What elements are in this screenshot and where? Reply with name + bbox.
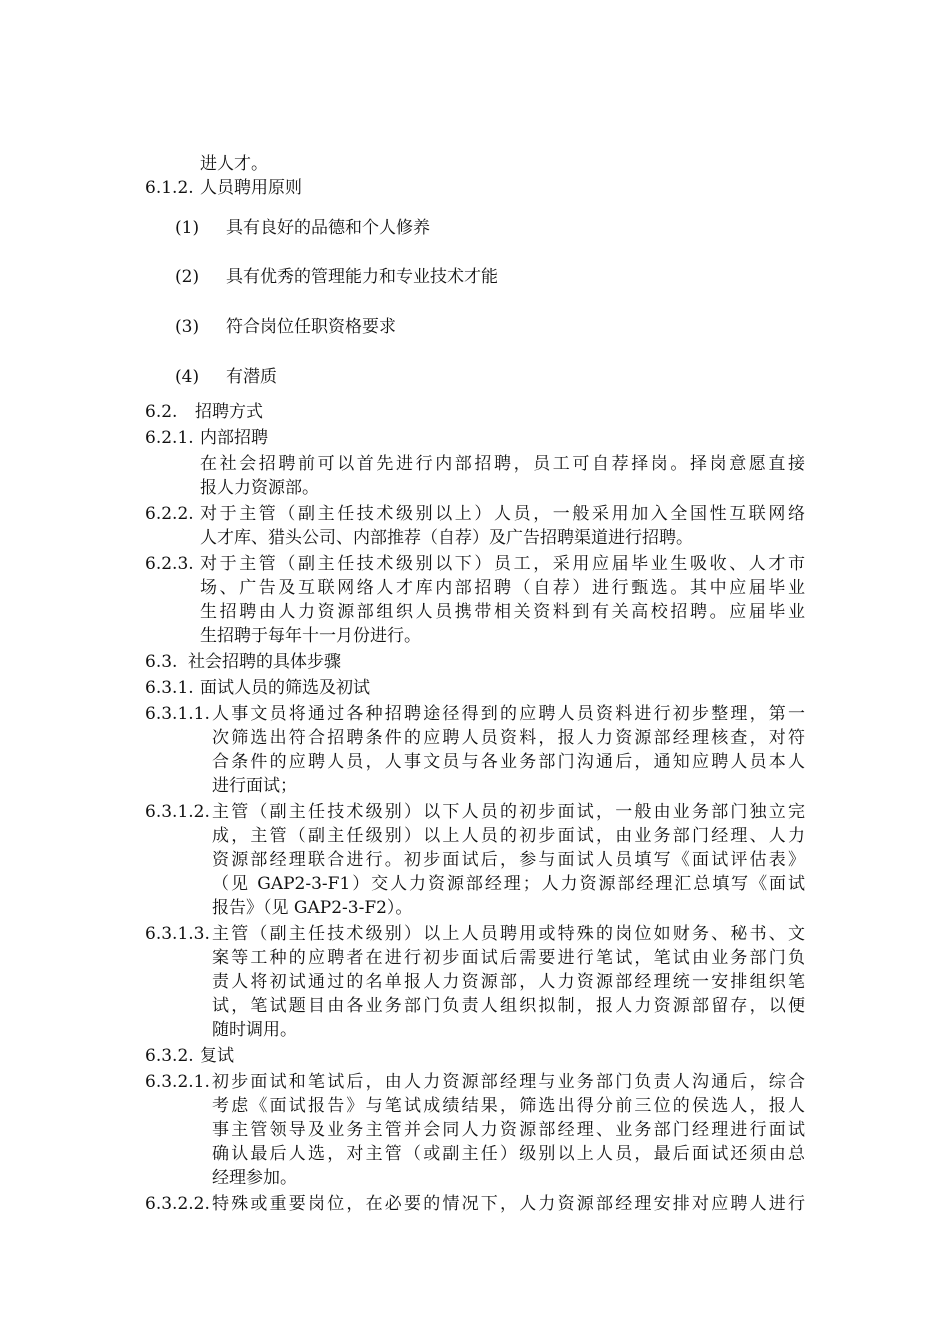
paragraph-line: 试，笔试题目由各业务部门负责人组织拟制，报人力资源部留存，以便 — [212, 996, 805, 1016]
section-number: 6.3.1. — [145, 678, 194, 698]
paragraph-line: 场、广告及互联网络人才库内部招聘（自荐）进行甄选。其中应届毕业 — [200, 578, 805, 598]
section-number: 6.2. — [145, 402, 178, 422]
section-title: 社会招聘的具体步骤 — [188, 652, 341, 672]
paragraph-line: （见 GAP2-3-F1）交人力资源部经理；人力资源部经理汇总填写《面试 — [212, 874, 805, 894]
paragraph-line: 资源部经理联合进行。初步面试后，参与面试人员填写《面试评估表》 — [212, 850, 805, 870]
list-item-number: (3) — [175, 317, 200, 337]
paragraph-line: 考虑《面试报告》与笔试成绩结果，筛选出得分前三位的侯选人，报人 — [212, 1096, 805, 1116]
paragraph-line: 事主管领导及业务主管并会同人力资源部经理、业务部门经理进行面试 — [212, 1120, 805, 1140]
section-number: 6.3.2.2. — [145, 1194, 210, 1214]
section-number: 6.3.2. — [145, 1046, 194, 1066]
section-number: 6.3.1.2. — [145, 802, 210, 822]
paragraph-line: 特殊或重要岗位，在必要的情况下，人力资源部经理安排对应聘人进行 — [212, 1194, 805, 1214]
section-title: 复试 — [200, 1046, 234, 1066]
section-number: 6.3. — [145, 652, 178, 672]
paragraph-line: 经理参加。 — [212, 1168, 297, 1188]
list-item-text: 具有优秀的管理能力和专业技术才能 — [226, 267, 498, 287]
paragraph-line: 在社会招聘前可以首先进行内部招聘，员工可自荐择岗。择岗意愿直接 — [200, 454, 805, 474]
paragraph-line: 生招聘于每年十一月份进行。 — [200, 626, 421, 646]
section-title: 招聘方式 — [195, 402, 263, 422]
paragraph-line: 责人将初试通过的名单报人力资源部，人力资源部经理统一安排组织笔 — [212, 972, 805, 992]
paragraph-line: 主管（副主任技术级别）以上人员聘用或特殊的岗位如财务、秘书、文 — [212, 924, 805, 944]
paragraph-line: 对于主管（副主任技术级别以下）员工，采用应届毕业生吸收、人才市 — [200, 554, 805, 574]
paragraph-line: 人事文员将通过各种招聘途径得到的应聘人员资料进行初步整理，第一 — [212, 704, 805, 724]
list-item-number: (4) — [175, 367, 200, 387]
list-item-text: 有潜质 — [226, 367, 277, 387]
paragraph-line: 合条件的应聘人员，人事文员与各业务部门沟通后，通知应聘人员本人 — [212, 752, 805, 772]
paragraph-line: 报告》（见 GAP2-3-F2）。 — [212, 898, 413, 918]
paragraph-line: 对于主管（副主任技术级别以上）人员，一般采用加入全国性互联网络 — [200, 504, 805, 524]
paragraph-line: 生招聘由人力资源部组织人员携带相关资料到有关高校招聘。应届毕业 — [200, 602, 805, 622]
section-title: 人员聘用原则 — [200, 178, 302, 198]
list-item-number: (2) — [175, 267, 200, 287]
paragraph-line: 确认最后人选，对主管（或副主任）级别以上人员，最后面试还须由总 — [212, 1144, 805, 1164]
list-item-text: 符合岗位任职资格要求 — [226, 317, 396, 337]
paragraph-line: 进行面试； — [212, 776, 297, 796]
continuation-line: 进人才。 — [200, 154, 268, 174]
section-number: 6.2.1. — [145, 428, 194, 448]
paragraph-line: 人才库、猎头公司、内部推荐（自荐）及广告招聘渠道进行招聘。 — [200, 528, 693, 548]
paragraph-line: 成，主管（副主任级别）以上人员的初步面试，由业务部门经理、人力 — [212, 826, 805, 846]
list-item-text: 具有良好的品德和个人修养 — [226, 218, 430, 238]
section-number: 6.2.2. — [145, 504, 194, 524]
section-title: 面试人员的筛选及初试 — [200, 678, 370, 698]
section-number: 6.3.2.1. — [145, 1072, 210, 1092]
paragraph-line: 报人力资源部。 — [200, 478, 319, 498]
section-title: 内部招聘 — [200, 428, 268, 448]
section-number: 6.2.3. — [145, 554, 194, 574]
paragraph-line: 主管（副主任技术级别）以下人员的初步面试，一般由业务部门独立完 — [212, 802, 805, 822]
paragraph-line: 案等工种的应聘者在进行初步面试后需要进行笔试，笔试由业务部门负 — [212, 948, 805, 968]
paragraph-line: 随时调用。 — [212, 1020, 297, 1040]
list-item-number: (1) — [175, 218, 200, 238]
section-number: 6.3.1.1. — [145, 704, 210, 724]
paragraph-line: 初步面试和笔试后，由人力资源部经理与业务部门负责人沟通后，综合 — [212, 1072, 805, 1092]
section-number: 6.1.2. — [145, 178, 194, 198]
section-number: 6.3.1.3. — [145, 924, 210, 944]
paragraph-line: 次筛选出符合招聘条件的应聘人员资料，报人力资源部经理核查，对符 — [212, 728, 805, 748]
